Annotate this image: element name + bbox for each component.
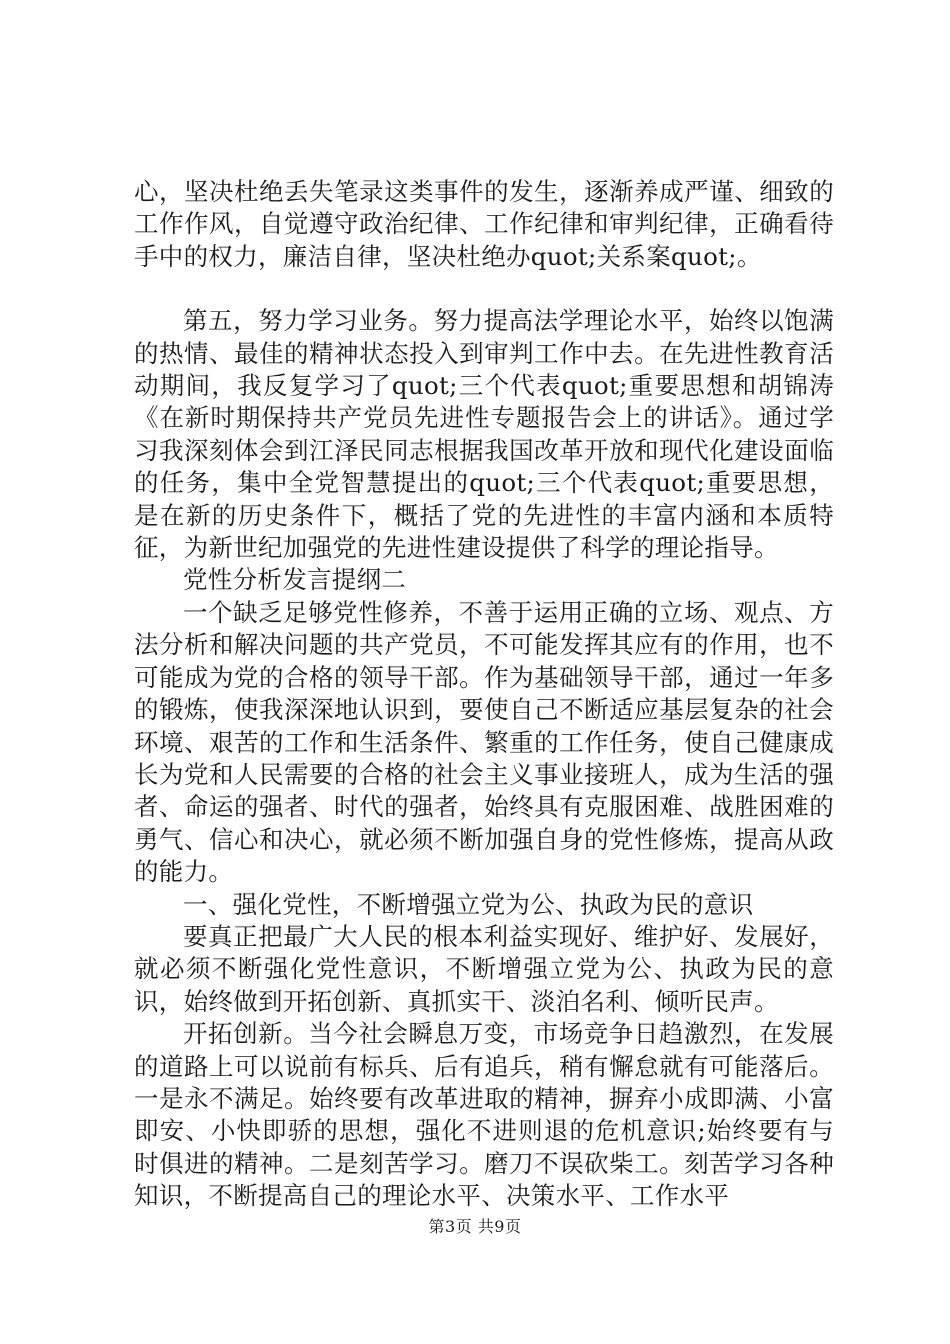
paragraph-continuation: 心，坚决杜绝丢失笔录这类事件的发生，逐渐养成严谨、细致的工作作风，自觉遵守政治纪律、工作纪律和审判纪律，正确看待手中的权力，廉洁自律，坚决杜绝办quot;关系案quot;。 [134,177,834,271]
document-body [134,176,834,1213]
paragraph-innovation: 开拓创新。当今社会瞬息万变，市场竞争日趋激烈，在发展的道路上可以说前有标兵、后有追兵，稍有懈怠就有可能落后。一是永不满足。始终要有改革进取的精神，摒弃小成即满、小富即安、小快即骄的思想，强化不进则退的危机意识;始终要有与时俱进的精神。二是刻苦学习。磨刀不误砍柴工。刻苦学习各种知识，不断提高自己的理论水平、决策水平、工作水平 [134,1019,834,1211]
page-number-footer: 第3页 共9页 [428,1217,522,1236]
paragraph-party-cultivation: 一个缺乏足够党性修养，不善于运用正确的立场、观点、方法分析和解决问题的共产党员，不可能发挥其应有的作用，也不可能成为党的合格的领导干部。作为基础领导干部，通过一年多的锻炼，使我深深地认识到，要使自己不断适应基层复杂的社会环境、艰苦的工作和生活条件、繁重的工作任务，使自己健康成长为党和人民需要的合格的社会主义事业接班人，成为生活的强者、命运的强者、时代的强者，始终具有克服困难、战胜困难的勇气、信心和决心，就必须不断加强自身的党性修炼，提高从政的能力。 [134,597,834,887]
paragraph-people-interests: 要真正把最广大人民的根本利益实现好、维护好、发展好，就必须不断强化党性意识，不断增强立党为公、执政为民的意识，始终做到开拓创新、真抓实干、淡泊名利、倾听民声。 [134,921,834,1016]
section-heading-strengthen-party: 一、强化党性，不断增强立党为公、执政为民的意识 [183,889,754,919]
section-heading-outline-two: 党性分析发言提纲二 [183,565,407,595]
paragraph-study-business: 第五，努力学习业务。努力提高法学理论水平，始终以饱满的热情、最佳的精神状态投入到审判工作中去。在先进性教育活动期间，我反复学习了quot;三个代表quot;重要思想和胡锦涛《在新时期保持共产党员先进性专题报告会上的讲话》。通过学习我深刻体会到江泽民同志根据我国改革开放和现代化建设面临的任务，集中全党智慧提出的quot;三个代表quot;重要思想，是在新的历史条件下，概括了党的先进性的丰富内涵和本质特征，为新世纪加强党的先进性建设提供了科学的理论指导。 [134,306,834,563]
